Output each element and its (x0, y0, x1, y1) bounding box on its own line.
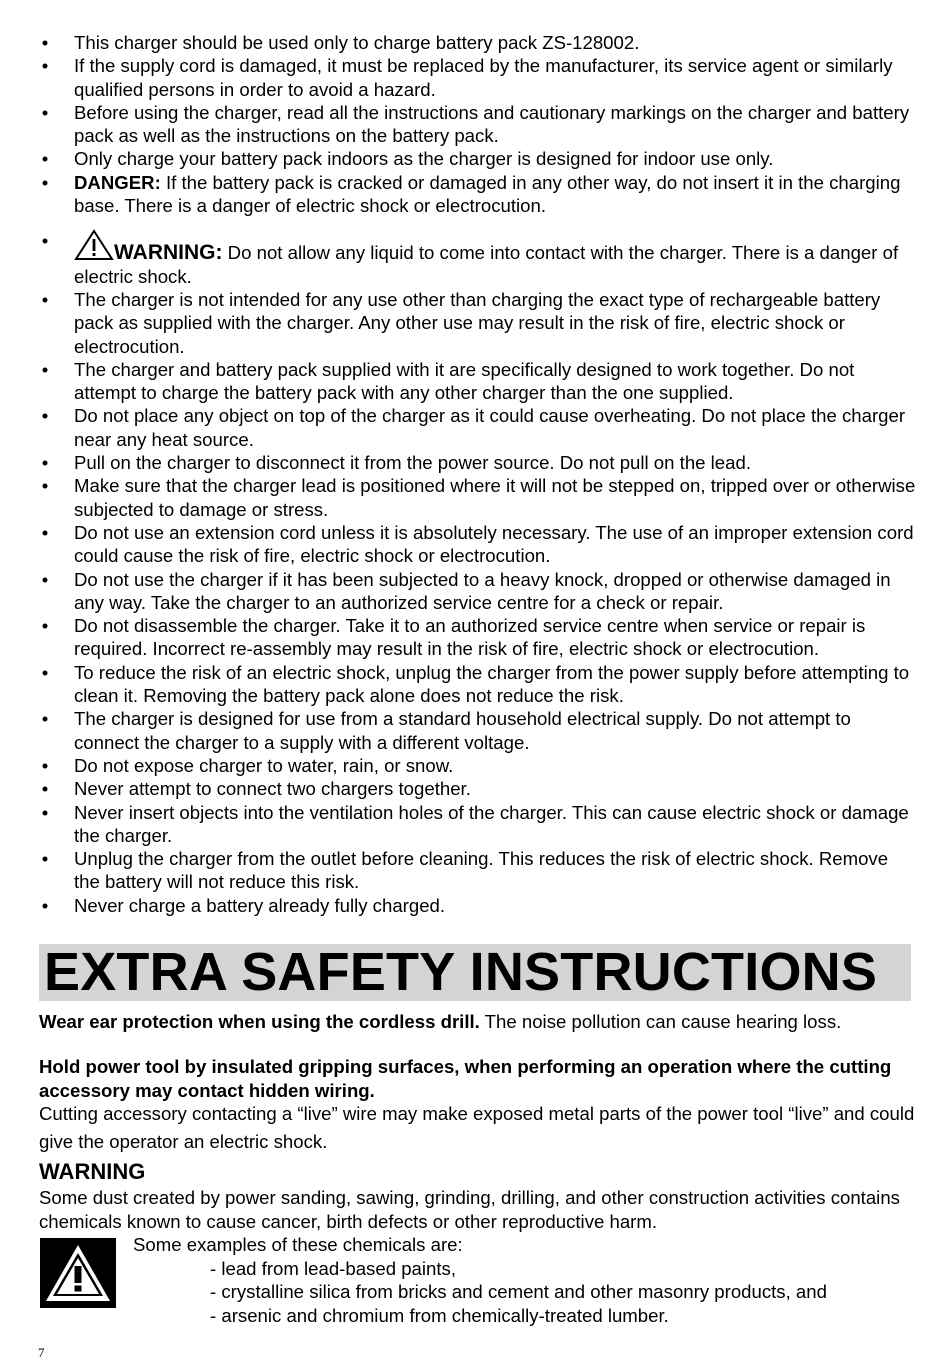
bullet-icon: • (41, 405, 49, 427)
bullet-icon: • (41, 894, 49, 916)
list-item: - crystalline silica from bricks and cement and other masonry products, and (210, 1281, 827, 1302)
bullet-icon: • (41, 230, 49, 252)
bullet-icon: • (41, 475, 49, 497)
bullet-icon: • (41, 452, 49, 474)
hidden-wiring-heading: Hold power tool by insulated gripping surfaces, when performing an operation where the cutting accessory may contact hidden wiring. (39, 1056, 892, 1101)
warning-triangle-icon (74, 229, 114, 261)
list-item: • To reduce the risk of an electric shock, unplug the charger from the power supply before attempting to clean it. Removing the battery pack alone does not reduce the risk. (38, 661, 918, 708)
bullet-icon: • (41, 55, 49, 77)
bullet-icon: • (41, 661, 49, 683)
bullet-icon: • (41, 778, 49, 800)
list-item: • The charger is designed for use from a standard household electrical supply. Do not attempt to connect the charger to a supply with a different voltage. (38, 707, 918, 754)
bullet-icon: • (41, 148, 49, 170)
warning-paragraph: Some dust created by power sanding, sawing, grinding, drilling, and other construction activities contains chemicals known to cause cancer, birth defects or other reproductive harm. (39, 1187, 900, 1232)
danger-label: DANGER: (74, 171, 161, 193)
examples-intro: Some examples of these chemicals are: (133, 1234, 463, 1255)
bullet-icon: • (41, 801, 49, 823)
ear-protection-heading: Wear ear protection when using the cordless drill. (39, 1011, 480, 1032)
list-item: - lead from lead-based paints, (210, 1257, 456, 1279)
list-item: • Never charge a battery already fully charged. (38, 894, 918, 917)
charger-safety-list (38, 31, 918, 917)
list-item: • Pull on the charger to disconnect it from the power source. Do not pull on the lead. (38, 451, 918, 474)
bullet-icon: • (41, 171, 49, 193)
list-item: - arsenic and chromium from chemically-treated lumber. (210, 1304, 669, 1326)
list-item: • The charger and battery pack supplied with it are specifically designed to work together. Do not attempt to charge the battery pack with any other charger than the one supplied. (38, 358, 918, 405)
list-item: • Do not use an extension cord unless it is absolutely necessary. The use of an improper extension cord could cause the risk of fire, electric shock or electrocution. (38, 521, 918, 568)
list-item: • Never insert objects into the ventilation holes of the charger. This can cause electric shock or damage the charger. (38, 801, 918, 848)
bullet-icon: • (41, 521, 49, 543)
list-item: • Unplug the charger from the outlet before cleaning. This reduces the risk of electric shock. Remove the battery will not reduce this risk. (38, 847, 918, 894)
chemical-examples (133, 1233, 827, 1327)
bullet-icon: • (41, 848, 49, 870)
bullet-icon: • (41, 32, 49, 53)
section-title: EXTRA SAFETY INSTRUCTIONS (44, 942, 878, 1002)
list-item: • Only charge your battery pack indoors as the charger is designed for indoor use only. (38, 147, 918, 170)
warning-label: WARNING: (114, 241, 223, 265)
list-item: • If the supply cord is damaged, it must be replaced by the manufacturer, its service agent or similarly qualified persons in order to avoid a hazard. (38, 54, 918, 101)
list-item: • The charger is not intended for any use other than charging the exact type of rechargeable battery pack as supplied with the charger. Any other use may result in the risk of fire, electric shock or electrocution. (38, 288, 918, 358)
list-item: • Do not place any object on top of the charger as it could cause overheating. Do not place the charger near any heat source. (38, 404, 918, 451)
list-item: • Make sure that the charger lead is positioned where it will not be stepped on, tripped over or otherwise subjected to damage or stress. (38, 474, 918, 521)
list-item: • Do not disassemble the charger. Take it to an authorized service centre when service or repair is required. Incorrect re-assembly may result in the risk of fire, electric shock or electrocution. (38, 614, 918, 661)
bullet-icon: • (41, 708, 49, 730)
list-item: • Never attempt to connect two chargers together. (38, 777, 918, 800)
bullet-icon: • (41, 101, 49, 123)
list-item: • Before using the charger, read all the instructions and cautionary markings on the charger and battery pack as well as the instructions on the battery pack. (38, 101, 918, 148)
bullet-icon: • (41, 615, 49, 637)
bullet-icon: • (41, 754, 49, 776)
list-item: • Do not expose charger to water, rain, or snow. (38, 754, 918, 777)
bullet-icon: • (41, 568, 49, 590)
bullet-icon: • (41, 288, 49, 310)
section-banner (39, 944, 911, 1001)
bullet-icon: • (41, 358, 49, 380)
warning-heading: WARNING (39, 1159, 146, 1184)
list-item: • Do not use the charger if it has been subjected to a heavy knock, dropped or otherwise damaged in any way. Take the charger to an authorized service centre for a check or repair. (38, 568, 918, 615)
hidden-wiring-paragraph: Hold power tool by insulated gripping surfaces, when performing an operation where the cutting accessory may contact hidden wiring. Cutting accessory contacting a “live” wire may make exposed metal parts of the power tool “live” and could give the operator an electric shock. (39, 1055, 919, 1156)
list-item: • This charger should be used only to charge battery pack ZS-128002. (38, 31, 918, 54)
warning-sign-icon (40, 1238, 116, 1308)
list-item: • DANGER: If the battery pack is cracked or damaged in any other way, do not insert it in the charging base. There is a danger of electric shock or electrocution. (38, 171, 918, 218)
list-item: • WARNING: Do not allow any liquid to come into contact with the charger. There is a danger of electric shock. (38, 229, 918, 288)
page-number: 7 (38, 1345, 45, 1360)
ear-protection-paragraph: Wear ear protection when using the cordless drill. The noise pollution can cause hearing loss. (39, 1011, 842, 1032)
